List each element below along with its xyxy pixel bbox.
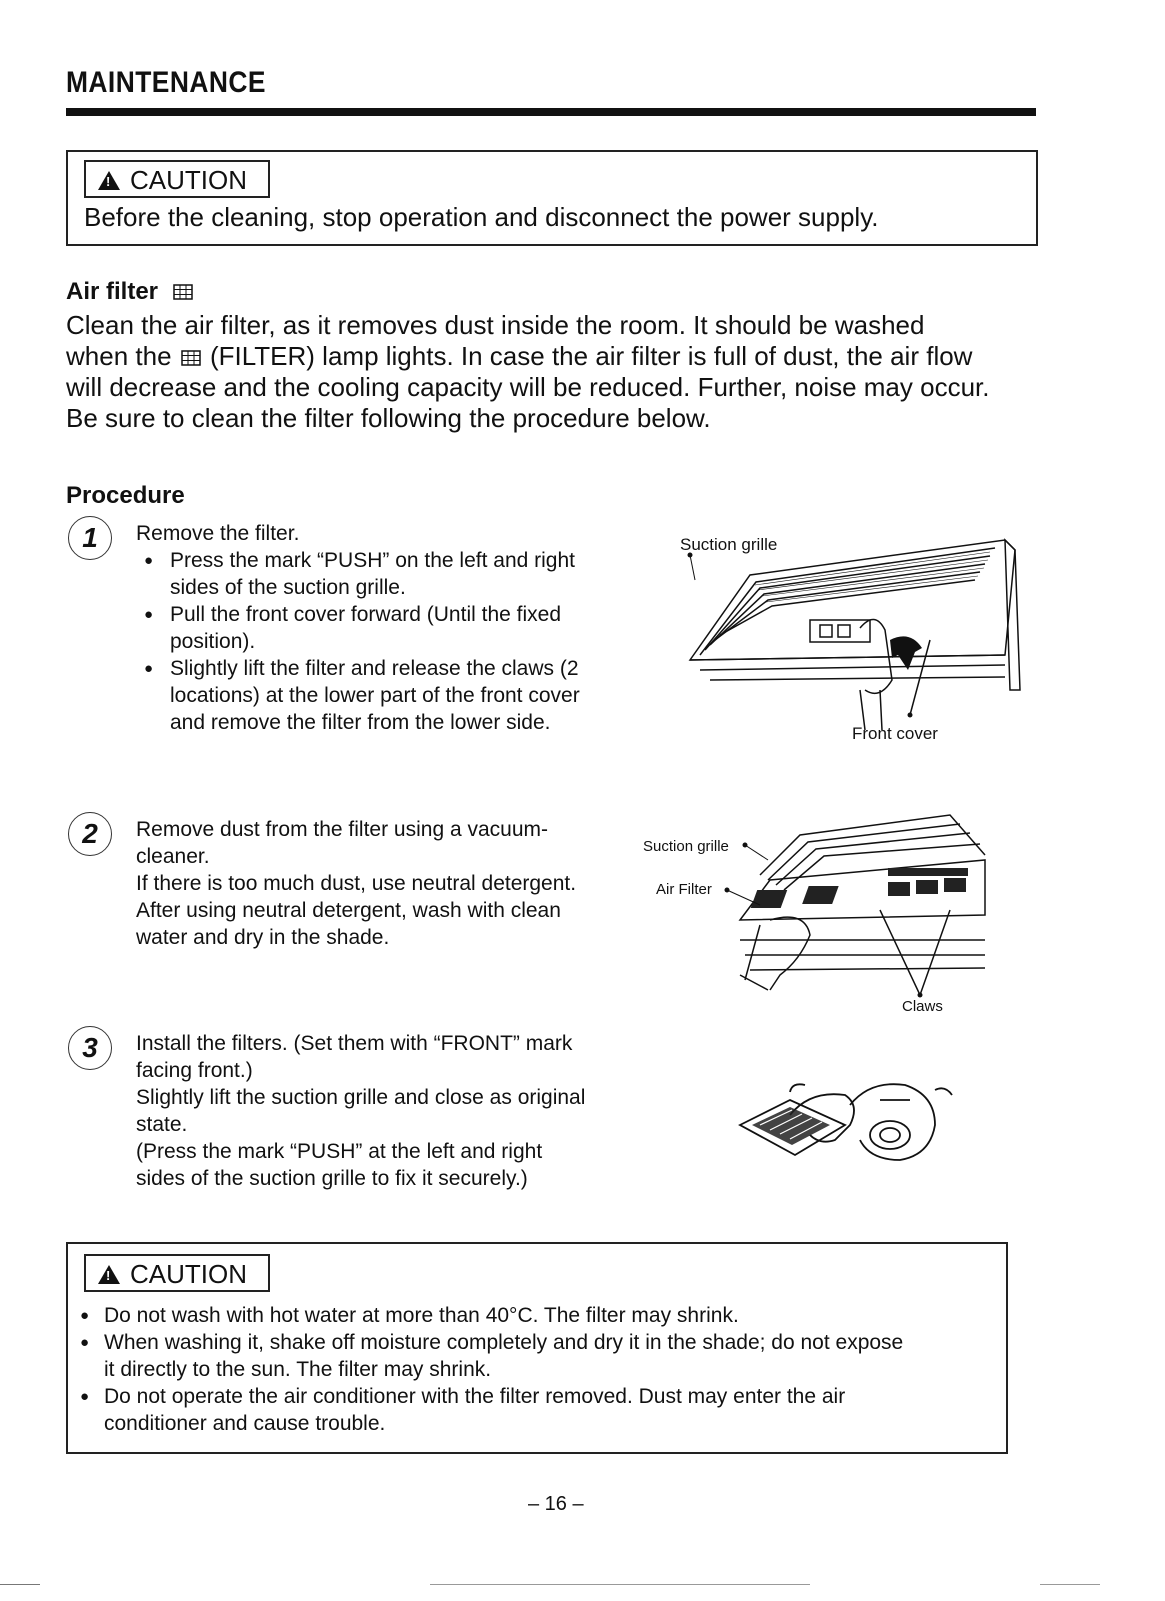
step-1-bullet-2 (136, 601, 626, 655)
step-2-line: If there is too much dust, use neutral detergent. (136, 872, 577, 895)
bullet-line: and remove the filter from the lower side. (170, 711, 551, 734)
air-filter-line-3: will decrease and the cooling capacity will be reduced. Further, noise may occur. (66, 372, 990, 402)
air-filter-heading-text: Air filter (66, 278, 159, 305)
bullet-line: position). (170, 630, 256, 653)
air-filter-line-2 (66, 341, 1041, 372)
caution-label-text: CAUTION (130, 164, 247, 195)
scan-line (1040, 1584, 1100, 1585)
bullet-line: ● Slightly lift the filter and release the claws (2 (170, 657, 579, 680)
step-3-line: facing front.) (136, 1059, 253, 1082)
step-1-text (136, 520, 626, 736)
figure-remove-filter (660, 530, 1040, 750)
step-1-number: 1 (68, 516, 112, 560)
caution-item-line: conditioner and cause trouble. (104, 1412, 386, 1435)
figure-filter-claws (640, 800, 1000, 1020)
step-2-line: water and dry in the shade. (136, 926, 390, 949)
caution-list (76, 1302, 996, 1437)
bullet-line: ● Press the mark “PUSH” on the left and right (170, 549, 575, 572)
step-3-line: Install the filters. (Set them with “FRONT” mark (136, 1032, 573, 1055)
step-3-line: Slightly lift the suction grille and close as original (136, 1086, 586, 1109)
scan-line (430, 1584, 810, 1585)
warning-icon (98, 1265, 120, 1284)
air-filter-heading (66, 278, 193, 306)
step-1-line: Remove the filter. (136, 522, 300, 545)
air-filter-line-2-post: (FILTER) lamp lights. In case the air filter is full of dust, the air flow (210, 341, 973, 371)
page-title: MAINTENANCE (66, 66, 266, 99)
procedure-heading: Procedure (66, 482, 185, 509)
step-2-line: cleaner. (136, 845, 210, 868)
fig1-suction-grille-label: Suction grille (680, 535, 778, 554)
step-2-line: After using neutral detergent, wash with clean (136, 899, 561, 922)
step-2-text (136, 816, 626, 951)
fig1-front-cover-label: Front cover (852, 724, 938, 743)
air-filter-line-1: Clean the air filter, as it removes dust inside the room. It should be washed (66, 310, 925, 340)
caution-box-top (66, 150, 1038, 246)
fig2-suction-grille-label: Suction grille (643, 838, 729, 855)
fig2-claws-label: Claws (902, 998, 943, 1015)
filter-lamp-icon (181, 350, 201, 366)
step-2-number: 2 (68, 812, 112, 856)
figure-vacuum-cleaner (730, 1070, 970, 1190)
air-filter-line-2-pre: when the (66, 341, 172, 371)
air-filter-line-4: Be sure to clean the filter following the procedure below. (66, 403, 711, 433)
caution-item-2 (76, 1329, 996, 1383)
page-number: – 16 – (528, 1493, 584, 1515)
air-filter-paragraph (66, 310, 1041, 434)
step-3-line: (Press the mark “PUSH” at the left and right (136, 1140, 543, 1163)
caution-item-line: it directly to the sun. The filter may shrink. (104, 1358, 492, 1381)
fig2-air-filter-label: Air Filter (656, 881, 712, 898)
step-3-line: state. (136, 1113, 188, 1136)
caution-item-1 (76, 1302, 996, 1329)
caution-item-line: ● When washing it, shake off moisture completely and dry it in the shade; do not expose (104, 1331, 904, 1354)
caution-text: Before the cleaning, stop operation and disconnect the power supply. (84, 202, 879, 232)
step-3-number: 3 (68, 1026, 112, 1070)
bullet-line: sides of the suction grille. (170, 576, 406, 599)
caution-box-bottom (66, 1242, 1008, 1454)
warning-icon (98, 171, 120, 190)
caution-item-line: ● Do not wash with hot water at more than 40°C. The filter may shrink. (104, 1304, 739, 1327)
step-2-line: Remove dust from the filter using a vacuum- (136, 818, 549, 841)
step-1-bullet-3 (136, 655, 626, 736)
caution-label (84, 160, 270, 198)
caution-label (84, 1254, 270, 1292)
step-1-bullet-1 (136, 547, 626, 601)
caution-item-3 (76, 1383, 996, 1437)
bullet-line: locations) at the lower part of the front cover (170, 684, 580, 707)
scan-line (0, 1584, 40, 1585)
step-3-line: sides of the suction grille to fix it securely.) (136, 1167, 528, 1190)
caution-label-text: CAUTION (130, 1258, 247, 1289)
bullet-line: ● Pull the front cover forward (Until the fixed (170, 603, 562, 626)
step-3-text (136, 1030, 626, 1192)
caution-item-line: ● Do not operate the air conditioner with the filter removed. Dust may enter the air (104, 1385, 846, 1408)
title-rule (66, 108, 1036, 116)
filter-icon (173, 284, 193, 300)
